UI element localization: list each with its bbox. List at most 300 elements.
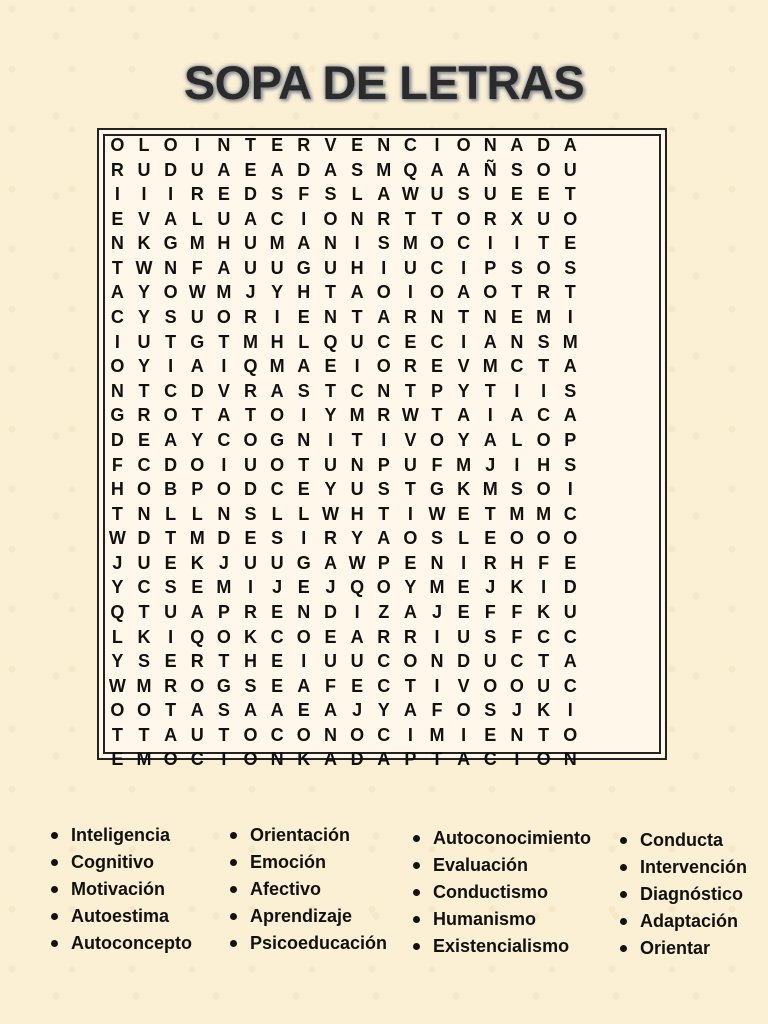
grid-letter[interactable]: I (434, 135, 440, 155)
grid-letter[interactable]: K (457, 479, 471, 500)
grid-letter[interactable]: A (563, 651, 577, 672)
grid-letter[interactable]: C (430, 257, 444, 278)
grid-letter[interactable]: M (536, 307, 552, 328)
grid-letter[interactable]: I (301, 651, 307, 672)
grid-letter[interactable]: E (217, 184, 230, 205)
grid-letter[interactable]: E (297, 479, 310, 500)
grid-letter[interactable]: S (457, 184, 470, 205)
grid-letter[interactable]: I (461, 724, 467, 745)
grid-letter[interactable]: O (136, 479, 151, 500)
grid-letter[interactable]: A (323, 700, 337, 721)
grid-letter[interactable]: N (323, 724, 337, 745)
grid-letter[interactable]: U (244, 257, 258, 278)
grid-letter[interactable]: A (164, 208, 178, 229)
grid-letter[interactable]: M (216, 282, 232, 303)
grid-letter[interactable]: W (135, 257, 153, 278)
grid-letter[interactable]: I (514, 454, 520, 475)
grid-letter[interactable]: G (296, 257, 311, 278)
grid-letter[interactable]: N (270, 749, 284, 770)
grid-letter[interactable]: E (244, 528, 257, 549)
grid-letter[interactable]: A (403, 601, 417, 622)
grid-letter[interactable]: M (216, 577, 232, 598)
grid-letter[interactable]: N (510, 724, 524, 745)
grid-letter[interactable]: O (376, 282, 391, 303)
grid-letter[interactable]: E (164, 552, 177, 573)
grid-letter[interactable]: S (351, 159, 364, 180)
grid-letter[interactable]: O (136, 700, 151, 721)
grid-letter[interactable]: O (536, 429, 551, 450)
grid-letter[interactable]: A (563, 135, 577, 155)
grid-letter[interactable]: T (111, 724, 123, 745)
grid-letter[interactable]: K (510, 577, 524, 598)
grid-letter[interactable]: E (297, 577, 310, 598)
grid-letter[interactable]: Q (323, 331, 338, 352)
grid-letter[interactable]: T (324, 380, 336, 401)
grid-letter[interactable]: F (538, 552, 550, 573)
grid-letter[interactable]: W (348, 552, 366, 573)
grid-letter[interactable]: T (564, 184, 576, 205)
grid-letter[interactable]: V (137, 208, 150, 229)
grid-letter[interactable]: R (244, 307, 258, 328)
grid-letter[interactable]: H (350, 257, 364, 278)
grid-letter[interactable]: A (323, 749, 337, 770)
grid-letter[interactable]: O (350, 724, 365, 745)
grid-letter[interactable]: O (536, 257, 551, 278)
grid-letter[interactable]: A (217, 159, 231, 180)
grid-letter[interactable]: H (350, 503, 364, 524)
grid-letter[interactable]: Ñ (483, 159, 497, 180)
grid-letter[interactable]: N (350, 454, 364, 475)
grid-letter[interactable]: I (168, 184, 174, 205)
grid-letter[interactable]: M (482, 356, 498, 377)
grid-letter[interactable]: E (564, 233, 577, 254)
grid-letter[interactable]: S (271, 528, 284, 549)
grid-letter[interactable]: D (323, 601, 337, 622)
grid-letter[interactable]: A (217, 257, 231, 278)
grid-letter[interactable]: D (110, 429, 124, 450)
grid-letter[interactable]: V (217, 380, 230, 401)
grid-letter[interactable]: N (110, 233, 124, 254)
grid-letter[interactable]: O (296, 626, 311, 647)
grid-letter[interactable]: Q (403, 159, 418, 180)
grid-letter[interactable]: R (537, 282, 551, 303)
grid-letter[interactable]: O (296, 724, 311, 745)
grid-letter[interactable]: E (351, 135, 364, 155)
grid-letter[interactable]: T (431, 405, 443, 426)
grid-letter[interactable]: P (377, 552, 390, 573)
grid-letter[interactable]: O (216, 307, 231, 328)
grid-letter[interactable]: A (563, 405, 577, 426)
grid-letter[interactable]: D (164, 454, 178, 475)
grid-letter[interactable]: D (244, 184, 258, 205)
grid-letter[interactable]: I (194, 135, 200, 155)
grid-letter[interactable]: U (403, 454, 417, 475)
grid-letter[interactable]: N (297, 601, 311, 622)
grid-letter[interactable]: L (165, 503, 177, 524)
grid-letter[interactable]: C (377, 331, 391, 352)
grid-letter[interactable]: C (563, 675, 577, 696)
grid-letter[interactable]: A (350, 282, 364, 303)
grid-letter[interactable]: O (456, 208, 471, 229)
grid-letter[interactable]: U (350, 651, 364, 672)
grid-letter[interactable]: D (190, 380, 204, 401)
grid-letter[interactable]: R (403, 626, 417, 647)
grid-letter[interactable]: S (244, 503, 257, 524)
grid-letter[interactable]: E (271, 651, 284, 672)
grid-letter[interactable]: U (483, 651, 497, 672)
grid-letter[interactable]: I (407, 282, 413, 303)
grid-letter[interactable]: I (248, 577, 254, 598)
grid-letter[interactable]: U (350, 479, 364, 500)
grid-letter[interactable]: E (484, 528, 497, 549)
grid-letter[interactable]: T (404, 675, 416, 696)
grid-letter[interactable]: I (567, 479, 573, 500)
grid-letter[interactable]: N (430, 552, 444, 573)
grid-letter[interactable]: E (324, 626, 337, 647)
grid-letter[interactable]: M (189, 233, 205, 254)
grid-letter[interactable]: A (270, 159, 284, 180)
grid-letter[interactable]: W (108, 528, 126, 549)
grid-letter[interactable]: U (563, 159, 577, 180)
grid-letter[interactable]: A (377, 749, 391, 770)
grid-letter[interactable]: O (243, 749, 258, 770)
grid-letter[interactable]: S (271, 184, 284, 205)
grid-letter[interactable]: E (297, 307, 310, 328)
grid-letter[interactable]: S (510, 257, 523, 278)
grid-letter[interactable]: S (137, 651, 150, 672)
grid-letter[interactable]: G (190, 331, 205, 352)
grid-letter[interactable]: M (429, 577, 445, 598)
grid-letter[interactable]: O (243, 724, 258, 745)
grid-letter[interactable]: I (461, 257, 467, 278)
grid-letter[interactable]: A (510, 135, 524, 155)
grid-letter[interactable]: J (485, 454, 496, 475)
grid-letter[interactable]: F (324, 675, 336, 696)
grid-letter[interactable]: N (217, 503, 231, 524)
grid-letter[interactable]: O (163, 135, 178, 155)
grid-letter[interactable]: I (221, 356, 227, 377)
grid-letter[interactable]: A (217, 405, 231, 426)
grid-letter[interactable]: S (164, 577, 177, 598)
grid-letter[interactable]: T (218, 331, 230, 352)
grid-letter[interactable]: T (138, 601, 150, 622)
grid-letter[interactable]: S (431, 528, 444, 549)
grid-letter[interactable]: J (352, 700, 363, 721)
grid-letter[interactable]: S (377, 479, 390, 500)
grid-letter[interactable]: I (114, 331, 120, 352)
grid-letter[interactable]: P (404, 749, 417, 770)
grid-letter[interactable]: E (457, 601, 470, 622)
grid-letter[interactable]: I (434, 626, 440, 647)
grid-letter[interactable]: S (537, 331, 550, 352)
grid-letter[interactable]: O (110, 356, 125, 377)
grid-letter[interactable]: U (537, 675, 551, 696)
grid-letter[interactable]: D (537, 135, 551, 155)
grid-letter[interactable]: T (511, 282, 523, 303)
grid-letter[interactable]: P (431, 380, 444, 401)
grid-letter[interactable]: P (217, 601, 230, 622)
grid-letter[interactable]: E (564, 552, 577, 573)
grid-letter[interactable]: L (458, 528, 470, 549)
grid-letter[interactable]: C (563, 626, 577, 647)
grid-letter[interactable]: R (377, 208, 391, 229)
grid-letter[interactable]: Y (404, 577, 417, 598)
grid-letter[interactable]: L (191, 503, 203, 524)
grid-letter[interactable]: O (430, 429, 445, 450)
grid-letter[interactable]: T (538, 724, 550, 745)
grid-letter[interactable]: U (190, 724, 204, 745)
grid-letter[interactable]: G (163, 233, 178, 254)
grid-letter[interactable]: T (538, 356, 550, 377)
grid-letter[interactable]: K (244, 626, 258, 647)
grid-letter[interactable]: Y (271, 282, 284, 303)
grid-letter[interactable]: R (377, 626, 391, 647)
grid-letter[interactable]: O (110, 700, 125, 721)
grid-letter[interactable]: W (428, 503, 446, 524)
grid-letter[interactable]: F (298, 184, 310, 205)
grid-letter[interactable]: O (190, 454, 205, 475)
grid-letter[interactable]: D (457, 651, 471, 672)
grid-letter[interactable]: T (538, 651, 550, 672)
grid-letter[interactable]: T (458, 307, 470, 328)
grid-letter[interactable]: T (538, 233, 550, 254)
grid-letter[interactable]: U (483, 184, 497, 205)
grid-letter[interactable]: M (456, 454, 472, 475)
grid-letter[interactable]: N (563, 749, 577, 770)
grid-letter[interactable]: G (110, 405, 125, 426)
grid-letter[interactable]: I (541, 577, 547, 598)
grid-letter[interactable]: E (457, 503, 470, 524)
grid-letter[interactable]: S (510, 159, 523, 180)
grid-letter[interactable]: T (138, 724, 150, 745)
grid-letter[interactable]: L (351, 184, 363, 205)
grid-letter[interactable]: M (136, 675, 152, 696)
grid-letter[interactable]: I (461, 331, 467, 352)
grid-letter[interactable]: M (376, 159, 392, 180)
grid-letter[interactable]: K (537, 601, 551, 622)
grid-letter[interactable]: C (377, 651, 391, 672)
grid-letter[interactable]: V (457, 675, 470, 696)
grid-letter[interactable]: S (484, 700, 497, 721)
grid-letter[interactable]: T (245, 405, 257, 426)
grid-letter[interactable]: M (482, 479, 498, 500)
grid-letter[interactable]: A (110, 282, 124, 303)
grid-letter[interactable]: E (244, 159, 257, 180)
grid-letter[interactable]: S (297, 380, 310, 401)
grid-letter[interactable]: U (430, 184, 444, 205)
grid-letter[interactable]: O (323, 208, 338, 229)
grid-letter[interactable]: L (138, 135, 150, 155)
grid-letter[interactable]: T (165, 700, 177, 721)
grid-letter[interactable]: Z (378, 601, 390, 622)
grid-letter[interactable]: J (218, 552, 229, 573)
grid-letter[interactable]: I (461, 552, 467, 573)
grid-letter[interactable]: C (563, 503, 577, 524)
grid-letter[interactable]: C (537, 626, 551, 647)
grid-letter[interactable]: B (164, 479, 178, 500)
grid-letter[interactable]: E (137, 429, 150, 450)
grid-letter[interactable]: Y (137, 282, 150, 303)
grid-letter[interactable]: O (403, 528, 418, 549)
grid-letter[interactable]: K (137, 626, 151, 647)
grid-letter[interactable]: H (217, 233, 231, 254)
grid-letter[interactable]: O (536, 159, 551, 180)
grid-letter[interactable]: H (270, 331, 284, 352)
grid-letter[interactable]: O (456, 700, 471, 721)
grid-letter[interactable]: M (509, 503, 525, 524)
grid-letter[interactable]: U (244, 233, 258, 254)
grid-letter[interactable]: L (511, 429, 523, 450)
grid-letter[interactable]: M (562, 331, 578, 352)
grid-letter[interactable]: T (218, 724, 230, 745)
grid-letter[interactable]: O (563, 724, 578, 745)
grid-letter[interactable]: E (111, 749, 124, 770)
grid-letter[interactable]: M (269, 356, 285, 377)
grid-letter[interactable]: A (377, 307, 391, 328)
grid-letter[interactable]: E (457, 577, 470, 598)
grid-letter[interactable]: Y (351, 528, 364, 549)
grid-letter[interactable]: A (270, 700, 284, 721)
grid-letter[interactable]: O (456, 135, 471, 155)
grid-letter[interactable]: I (168, 356, 174, 377)
grid-letter[interactable]: L (191, 208, 203, 229)
grid-letter[interactable]: E (404, 331, 417, 352)
grid-letter[interactable]: E (484, 724, 497, 745)
grid-letter[interactable]: S (564, 257, 577, 278)
grid-letter[interactable]: D (244, 479, 258, 500)
grid-letter[interactable]: K (537, 700, 551, 721)
grid-letter[interactable]: S (324, 184, 337, 205)
grid-letter[interactable]: O (163, 405, 178, 426)
grid-letter[interactable]: M (189, 528, 205, 549)
grid-letter[interactable]: J (485, 577, 496, 598)
grid-letter[interactable]: N (377, 135, 391, 155)
grid-letter[interactable]: O (509, 675, 524, 696)
grid-letter[interactable]: N (164, 257, 178, 278)
grid-letter[interactable]: C (270, 479, 284, 500)
grid-letter[interactable]: R (297, 135, 311, 155)
grid-letter[interactable]: W (188, 282, 206, 303)
grid-letter[interactable]: I (301, 405, 307, 426)
grid-letter[interactable]: O (376, 577, 391, 598)
grid-letter[interactable]: N (430, 651, 444, 672)
grid-letter[interactable]: I (381, 429, 387, 450)
grid-letter[interactable]: I (354, 601, 360, 622)
grid-letter[interactable]: A (190, 700, 204, 721)
grid-letter[interactable]: X (510, 208, 523, 229)
grid-letter[interactable]: O (270, 405, 285, 426)
grid-letter[interactable]: U (217, 208, 231, 229)
grid-letter[interactable]: O (216, 479, 231, 500)
grid-letter[interactable]: G (270, 429, 285, 450)
grid-letter[interactable]: N (137, 503, 151, 524)
grid-letter[interactable]: T (431, 208, 443, 229)
grid-letter[interactable]: C (270, 208, 284, 229)
grid-letter[interactable]: O (403, 651, 418, 672)
grid-letter[interactable]: R (244, 380, 258, 401)
grid-letter[interactable]: C (377, 724, 391, 745)
grid-letter[interactable]: A (244, 700, 258, 721)
grid-letter[interactable]: I (514, 380, 520, 401)
grid-letter[interactable]: J (511, 700, 522, 721)
grid-letter[interactable]: D (563, 577, 577, 598)
grid-letter[interactable]: R (483, 208, 497, 229)
grid-letter[interactable]: N (217, 135, 231, 155)
grid-letter[interactable]: O (483, 282, 498, 303)
grid-letter[interactable]: T (298, 454, 310, 475)
grid-letter[interactable]: T (111, 503, 123, 524)
grid-letter[interactable]: I (407, 503, 413, 524)
grid-letter[interactable]: U (323, 257, 337, 278)
grid-letter[interactable]: O (270, 454, 285, 475)
grid-letter[interactable]: C (270, 724, 284, 745)
grid-letter[interactable]: G (430, 479, 445, 500)
grid-letter[interactable]: O (483, 675, 498, 696)
grid-letter[interactable]: I (301, 528, 307, 549)
grid-letter[interactable]: D (350, 749, 364, 770)
grid-letter[interactable]: O (509, 528, 524, 549)
grid-letter[interactable]: T (484, 503, 496, 524)
grid-letter[interactable]: O (216, 626, 231, 647)
grid-letter[interactable]: T (351, 429, 363, 450)
grid-letter[interactable]: O (376, 356, 391, 377)
grid-letter[interactable]: L (271, 503, 283, 524)
grid-letter[interactable]: R (403, 307, 417, 328)
grid-letter[interactable]: Q (350, 577, 365, 598)
grid-letter[interactable]: I (327, 429, 333, 450)
grid-letter[interactable]: Q (110, 601, 125, 622)
grid-letter[interactable]: R (483, 552, 497, 573)
grid-letter[interactable]: I (514, 749, 520, 770)
grid-letter[interactable]: A (457, 282, 471, 303)
grid-letter[interactable]: H (510, 552, 524, 573)
grid-letter[interactable]: E (324, 356, 337, 377)
grid-letter[interactable]: O (110, 135, 125, 155)
grid-letter[interactable]: U (270, 552, 284, 573)
grid-letter[interactable]: J (112, 552, 123, 573)
grid-letter[interactable]: U (563, 601, 577, 622)
grid-letter[interactable]: A (297, 675, 311, 696)
grid-letter[interactable]: N (510, 331, 524, 352)
grid-letter[interactable]: Y (457, 429, 470, 450)
grid-letter[interactable]: G (296, 552, 311, 573)
grid-letter[interactable]: O (243, 429, 258, 450)
grid-letter[interactable]: P (484, 257, 497, 278)
grid-letter[interactable]: H (537, 454, 551, 475)
grid-letter[interactable]: I (221, 454, 227, 475)
grid-letter[interactable]: E (537, 184, 550, 205)
grid-letter[interactable]: E (271, 135, 284, 155)
grid-letter[interactable]: F (484, 601, 496, 622)
grid-letter[interactable]: A (457, 405, 471, 426)
grid-letter[interactable]: T (404, 479, 416, 500)
grid-letter[interactable]: M (402, 233, 418, 254)
grid-letter[interactable]: C (110, 307, 124, 328)
grid-letter[interactable]: J (432, 601, 443, 622)
grid-letter[interactable]: F (511, 626, 523, 647)
grid-letter[interactable]: C (430, 331, 444, 352)
grid-letter[interactable]: S (217, 700, 230, 721)
grid-letter[interactable]: O (190, 675, 205, 696)
grid-letter[interactable]: U (164, 601, 178, 622)
grid-letter[interactable]: Q (243, 356, 258, 377)
grid-letter[interactable]: U (537, 208, 551, 229)
grid-letter[interactable]: O (536, 479, 551, 500)
grid-letter[interactable]: Y (111, 577, 124, 598)
grid-letter[interactable]: T (564, 282, 576, 303)
grid-letter[interactable]: T (351, 307, 363, 328)
grid-letter[interactable]: F (511, 601, 523, 622)
